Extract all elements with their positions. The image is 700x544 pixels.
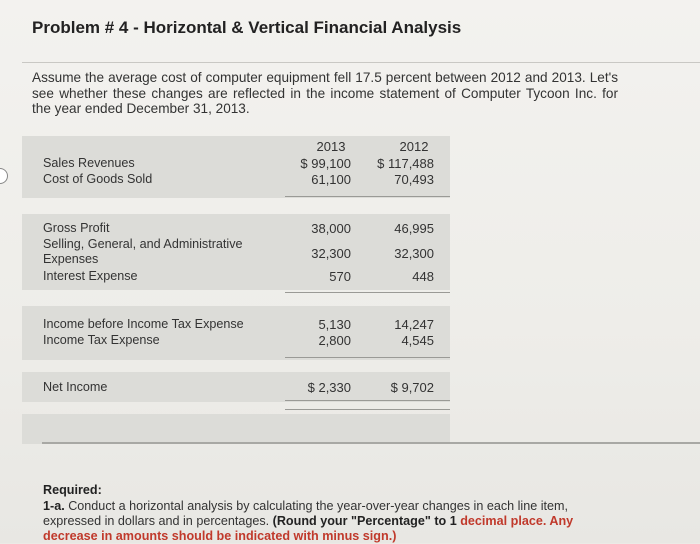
table-band-5 <box>22 414 450 444</box>
row-value-2012-sga: 32,300 <box>394 246 434 261</box>
row-value-2013-income-tax: 2,800 <box>318 333 351 348</box>
row-value-2013-sga: 32,300 <box>311 246 351 261</box>
row-value-2013-cogs: 61,100 <box>311 172 351 187</box>
required-item-label: 1-a. <box>43 499 65 513</box>
row-value-2013-interest: 570 <box>329 269 351 284</box>
row-value-2012-income-before-tax: 14,247 <box>394 317 434 332</box>
row-label-gross-profit: Gross Profit <box>43 221 110 235</box>
row-label-cogs: Cost of Goods Sold <box>43 172 153 186</box>
required-round-note: (Round your "Percentage" to 1 <box>272 514 457 528</box>
row-label-income-tax: Income Tax Expense <box>43 333 160 347</box>
row-value-2012-gross-profit: 46,995 <box>394 221 434 236</box>
underline-income-tax <box>285 357 450 358</box>
row-label-income-before-tax: Income before Income Tax Expense <box>43 317 244 331</box>
row-label-sales-revenues: Sales Revenues <box>43 156 135 170</box>
table-bottom-rule <box>42 442 700 444</box>
row-value-2013-gross-profit: 38,000 <box>311 221 351 236</box>
row-value-2013-net-income: $ 2,330 <box>307 380 351 395</box>
underline-cogs <box>285 196 450 197</box>
row-value-2013-sales: $ 99,100 <box>300 156 351 171</box>
row-value-2012-income-tax: 4,545 <box>401 333 434 348</box>
required-item-text: Conduct a horizontal analysis by calculating the year-over-year changes in each line item, expressed in dollars and in percentages. <box>43 499 569 528</box>
double-underline-bottom <box>285 409 450 410</box>
row-label-sga: Selling, General, and Administrative Expenses <box>43 237 243 266</box>
header-2013: 2013 <box>316 139 346 154</box>
required-cutoff-text: decimal place. Any decrease in amounts should be indicated with minus sign.) <box>43 514 574 543</box>
row-label-net-income: Net Income <box>43 380 108 394</box>
underline-interest <box>285 292 450 293</box>
problem-title: Problem # 4 - Horizontal & Vertical Financial Analysis <box>32 18 462 37</box>
title-divider <box>22 62 700 63</box>
row-value-2012-cogs: 70,493 <box>394 172 434 187</box>
double-underline-top <box>285 400 450 401</box>
header-2012: 2012 <box>399 139 429 154</box>
row-value-2013-income-before-tax: 5,130 <box>318 317 351 332</box>
required-item-1a <box>43 499 603 544</box>
required-heading: Required: <box>43 483 102 497</box>
radio-button[interactable] <box>0 168 8 184</box>
row-value-2012-sales: $ 117,488 <box>377 156 434 171</box>
row-label-interest-expense: Interest Expense <box>43 269 138 283</box>
problem-intro: Assume the average cost of computer equipment fell 17.5 percent between 2012 and 2013. Let's see whether these changes are reflected in the income statement of Computer Tycoon Inc. for the year ended December 31, 2013. <box>32 70 618 116</box>
row-value-2012-net-income: $ 9,702 <box>390 380 434 395</box>
row-value-2012-interest: 448 <box>412 269 434 284</box>
